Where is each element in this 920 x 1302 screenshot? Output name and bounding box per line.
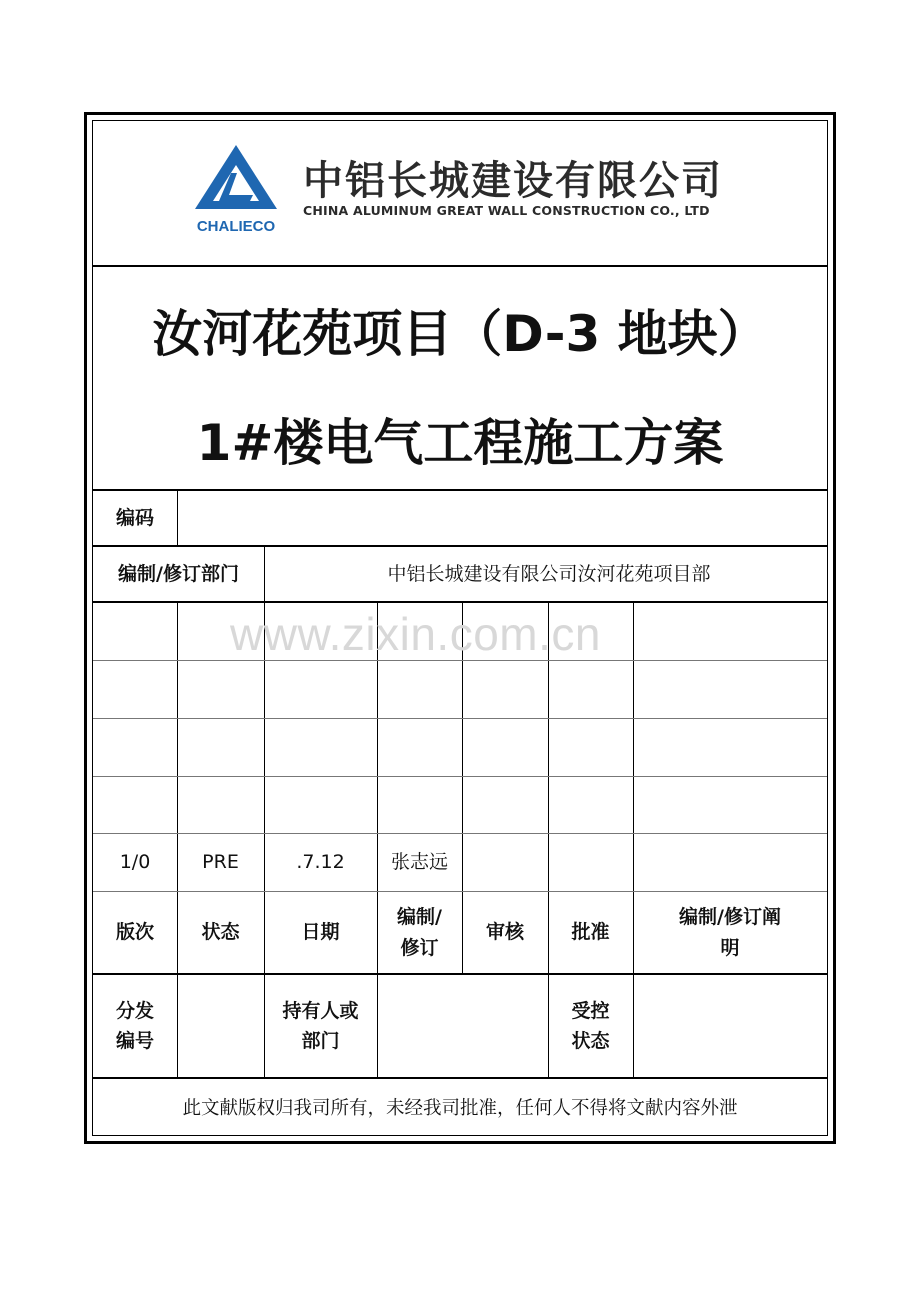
- code-value: [177, 491, 827, 545]
- dept-label: 编制/修订部门: [118, 562, 239, 585]
- header-approve: 批准: [571, 921, 610, 944]
- company-name-en: CHINA ALUMINUM GREAT WALL CONSTRUCTION CO., LTD: [303, 203, 710, 218]
- company-name-cn: 中铝长城建设有限公司: [303, 158, 723, 204]
- divider: [93, 776, 827, 777]
- chalieco-logo: [193, 143, 279, 239]
- divider: [633, 975, 634, 1077]
- dept-value: 中铝长城建设有限公司汝河花苑项目部: [387, 562, 711, 585]
- revision-approve: [548, 833, 633, 891]
- header-status: 状态: [201, 921, 240, 944]
- copyright-notice: 此文献版权归我司所有，未经我司批准，任何人不得将文献内容外泄: [182, 1098, 738, 1120]
- divider: [93, 973, 827, 975]
- divider: [93, 718, 827, 719]
- divider: [377, 975, 378, 1077]
- document-title-line2: 1#楼电气工程施工方案: [196, 414, 724, 472]
- watermark: www.zixin.com.cn: [230, 608, 601, 660]
- divider: [93, 265, 827, 267]
- company-header: [93, 121, 827, 267]
- header-note: 编制/修订阐明: [679, 906, 781, 959]
- revision-review: [462, 833, 548, 891]
- revision-note: [633, 833, 827, 891]
- distribution-number-label: 分发编号: [115, 999, 154, 1052]
- code-label: 编码: [115, 506, 154, 529]
- distribution-holder-label: 持有人或部门: [282, 999, 359, 1052]
- header-author: 编制/修订: [397, 906, 442, 959]
- header-date: 日期: [301, 921, 340, 944]
- revision-status: PRE: [202, 850, 239, 873]
- revision-date: .7.12: [296, 850, 345, 873]
- logo-text: CHALIECO: [196, 218, 276, 235]
- document-title-line1: 汝河花苑项目（D-3 地块）: [152, 305, 768, 363]
- header-version: 版次: [115, 921, 154, 944]
- distribution-control-label: 受控状态: [571, 999, 610, 1052]
- revision-author: 张志远: [390, 850, 448, 873]
- divider: [93, 601, 827, 603]
- header-review: 审核: [485, 921, 524, 944]
- divider: [177, 975, 178, 1077]
- revision-version: 1/0: [119, 850, 151, 873]
